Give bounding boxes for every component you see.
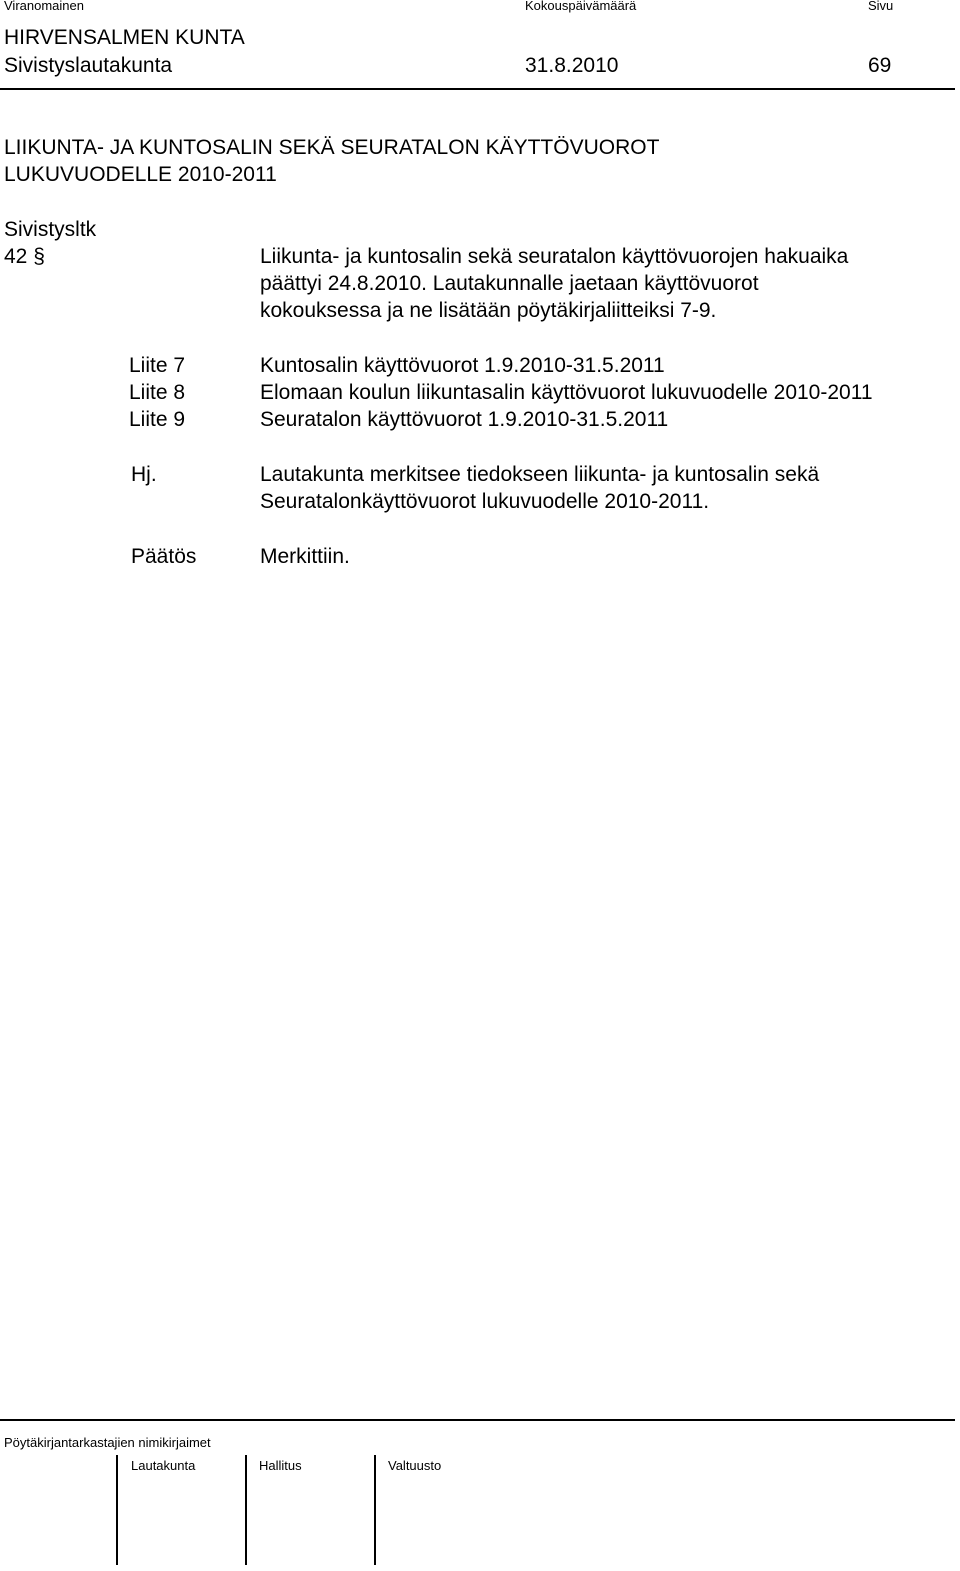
department-label: Sivistysltk	[4, 218, 97, 241]
footer-column-valtuusto: Valtuusto	[388, 1458, 442, 1473]
footer-column-hallitus: Hallitus	[259, 1458, 302, 1473]
item-body-line-3: kokouksessa ja ne lisätään pöytäkirjaliitteiksi 7-9.	[260, 299, 717, 322]
header-page-label: Sivu	[868, 0, 894, 13]
footer-column-lautakunta: Lautakunta	[131, 1458, 196, 1473]
footer-column-divider	[374, 1455, 376, 1565]
meeting-date: 31.8.2010	[525, 54, 619, 77]
item-title-line-1: LIIKUNTA- JA KUNTOSALIN SEKÄ SEURATALON KÄYTTÖVUOROT	[4, 136, 660, 159]
attachment-text: Kuntosalin käyttövuorot 1.9.2010-31.5.2011	[260, 354, 665, 377]
item-title-line-2: LUKUVUODELLE 2010-2011	[4, 163, 277, 186]
header-divider	[0, 88, 955, 90]
header-authority-label: Viranomainen	[4, 0, 84, 13]
item-number	[4, 245, 45, 269]
item-body-line-1: Liikunta- ja kuntosalin sekä seuratalon käyttövuorojen hakuaika	[260, 245, 849, 268]
item-number-value: 42	[4, 245, 28, 268]
municipality-name: HIRVENSALMEN KUNTA	[4, 26, 245, 49]
footer-column-divider	[116, 1455, 118, 1565]
board-name: Sivistyslautakunta	[4, 54, 173, 77]
attachment-label: Liite 7	[129, 354, 186, 377]
footer-title: Pöytäkirjantarkastajien nimikirjaimet	[4, 1435, 211, 1450]
section-sign: §	[33, 245, 45, 268]
attachment-label: Liite 8	[129, 381, 186, 404]
proposal-line-1: Lautakunta merkitsee tiedokseen liikunta- ja kuntosalin sekä	[260, 463, 820, 486]
item-body-line-2: päättyi 24.8.2010. Lautakunnalle jaetaan käyttövuorot	[260, 272, 759, 295]
footer-divider	[0, 1419, 955, 1421]
decision-label: Päätös	[131, 545, 197, 568]
attachment-text: Elomaan koulun liikuntasalin käyttövuorot lukuvuodelle 2010-2011	[260, 381, 873, 404]
decision-text: Merkittiin.	[260, 545, 350, 568]
proposal-line-2: Seuratalonkäyttövuorot lukuvuodelle 2010-2011.	[260, 490, 710, 513]
header-date-label: Kokouspäivämäärä	[525, 0, 637, 13]
page-number: 69	[868, 54, 892, 77]
proposal-label: Hj.	[131, 463, 157, 486]
attachment-text: Seuratalon käyttövuorot 1.9.2010-31.5.2011	[260, 408, 669, 431]
footer-column-divider	[245, 1455, 247, 1565]
attachment-label: Liite 9	[129, 408, 186, 431]
